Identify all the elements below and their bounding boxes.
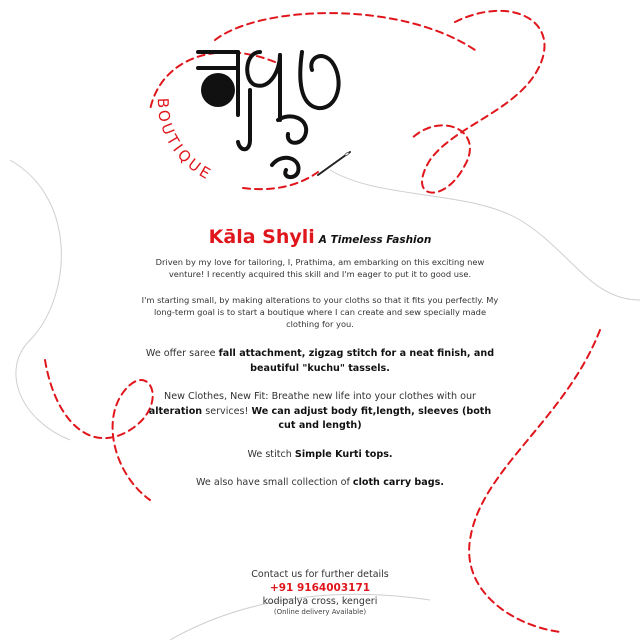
kala-shyli-logo: [140, 20, 380, 210]
brand-tagline: A Timeless Fashion: [318, 234, 432, 246]
brand-name: Kāla Shyli: [208, 226, 315, 248]
intro-paragraph-1: Driven by my love for tailoring, I, Prathima, am embarking on this exciting new venture! I recently acquired this skill and I'm eager to put it to good use.: [155, 257, 485, 280]
intro-text: [140, 256, 500, 343]
stitch-line-right-swirl: [410, 11, 544, 193]
contact-address: kodipalya cross, kengeri: [262, 596, 378, 607]
logo-boutique-text: BOUTIQUE: [153, 97, 216, 185]
thread-line-left: [10, 160, 70, 440]
contact-phone[interactable]: +91 9164003171: [269, 582, 371, 594]
stitch-line-left-swirl: [45, 360, 153, 500]
service-alteration: New Clothes, New Fit: Breathe new life into your clothes with our alteration services! We can adjust body fit,length, sleeves (both cut and length): [148, 391, 492, 431]
intro-paragraph-2: I'm starting small, by making alterations to your cloths so that it fits you perfectly. My long-term goal is to start a boutique where I can create and sew specially made clothing for you.: [141, 294, 499, 330]
contact-block: [0, 568, 640, 617]
delivery-note: (Online delivery Available): [273, 608, 367, 616]
service-kurti: We stitch Simple Kurti tops.: [247, 448, 393, 460]
brand-heading: [0, 226, 640, 248]
contact-label: Contact us for further details: [251, 569, 389, 580]
service-saree: We offer saree fall attachment, zigzag stitch for a neat finish, and beautiful "kuchu" tassels.: [145, 348, 495, 374]
service-bags: We also have small collection of cloth carry bags.: [195, 477, 444, 488]
services-list: [140, 347, 500, 505]
